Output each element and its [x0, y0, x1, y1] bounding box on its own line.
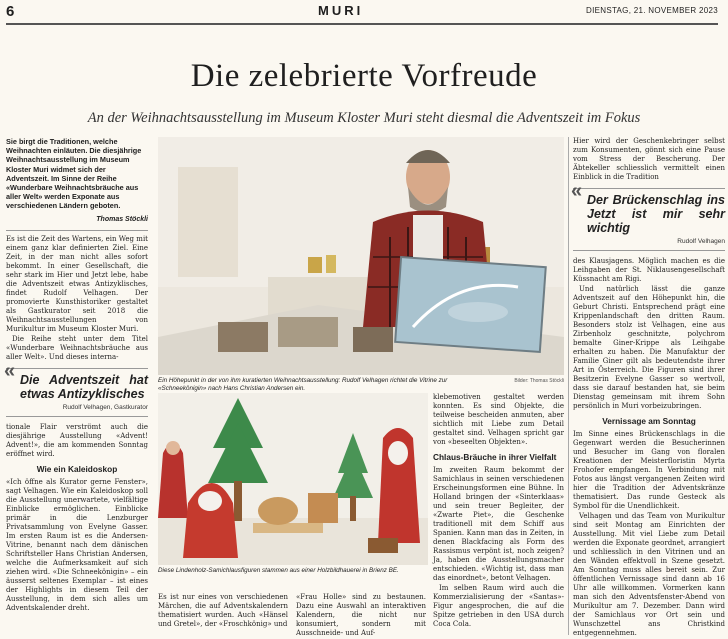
- photo-curator: [158, 137, 564, 375]
- body-paragraph: tionale Flair verströmt auch die diesjährige Ausstellung «Advent! Advent!», die am kommenden Sonntag eröffnet wird.: [6, 422, 148, 458]
- column-4: [568, 137, 725, 635]
- photo-samichlaus: [158, 393, 428, 565]
- quote-mark-icon: «: [4, 359, 16, 382]
- headline: Die zelebrierte Vorfreude: [190, 58, 538, 94]
- body-paragraph: «Frau Holle» sind zu bestaunen. Dazu eine Auswahl an interaktiven Kalendern, die nicht nur konsumiert, sondern mit Ausschneide- und Auf-: [296, 593, 426, 637]
- body-paragraph: Und natürlich lässt die ganze Adventszeit auf den Höhepunkt hin, die Geburt Christi. Entsprechend prägt eine Krippenlandschaft den dritten Raum. Besonders stolz ist Velhagen, eine aus Zirbenholz geschnitzte, polychrom bemalte Giner-Krippe als Leihgabe erhalten zu haben. Die Manufaktur der Familie Giner gilt als bedeutendste ihrer Art in Österreich. Die Figuren sind ihrer Besitzerin Evelyne Gasser so wertvoll, dass sie darauf bestanden hat, sie beim Dienstag gemeinsam mit ihrem Sohn persönlich in Muri vorbeizubringen.: [573, 285, 725, 410]
- byline-rule: [6, 230, 148, 231]
- pull-quote-2: [571, 180, 725, 251]
- body-paragraph: «Ich öffne als Kurator gerne Fenster», sagt Velhagen. Wie ein Kaleidoskop soll die Ausstellung unerwartete, vielfältige Einblicke ermöglichen. Einblicke primär in die Lenzburger Privatsammlung von Evelyne Gasser. Im ersten Raum ist es die Andersen-Vitrine, benannt nach dem dänischen Schriftsteller Hans Christian Andersen, welche die Aufmerksamkeit auf sich ziehen wird. «Die Schneekönigin» – ein äusserst seltenes Exemplar – ist eines der Highlights in diesem Teil der Ausstellung, in dem sich alles um Adventskalender dreht.: [6, 477, 148, 612]
- body-paragraph: Im selben Raum wird auch die Kommerzialisierung der «Santas»-Figur angesprochen, die auf die Spitze getrieben in den USA durch Coca Cola.: [433, 584, 564, 628]
- subhead-chlaus: Chlaus-Bräuche in ihrer Vielfalt: [433, 452, 557, 462]
- column-2-bottom: [158, 593, 288, 635]
- body-paragraph: Im zweiten Raum bekommt der Samichlaus in seinen verschiedenen Erscheinungsformen eine Bühne. In Holland bringen der «Sinterklaas» und sein treuer Begleiter, der «Zwarte Piet», die Geschenke traditionell mit dem Schiff aus Spanien. Kann man das in Zeiten, in denen Blackfacing als Form des Rassismus verpönt ist, noch zeigen? Ja, haben die Ausstellungsmacher entschieden. «Wichtig ist, dass man das einordnet», betont Velhagen.: [433, 466, 564, 582]
- lead-paragraph: Sie birgt die Traditionen, welche Weihnachten einläuten. Die diesjährige Weihnachtsausstellung im Museum Kloster Muri widmet sich der Adventszeit. Im Sinne der Reihe «Wunderbare Weihnachtsbräuche aus aller Welt» werden Exponate aus verschiedenen Ländern geboten.: [6, 137, 142, 211]
- samichlaus-figures-illustration: [158, 393, 428, 565]
- pull-quote-text: Der Brückenschlag ins Jetzt ist mir sehr wichtig: [587, 193, 725, 235]
- body-paragraph: Im Sinne eines Brückenschlags in die Gegenwart werden die Besucherinnen und Besucher im Gang von floralen Kreationen der Meisterfloristin Myrta Frohofer empfangen. In Verbindung mit Fotos aus längst vergangenen Zeiten wird hier die Tradition der Adventskränze thematisiert. Das runde Gesteck als Symbol für die Unendlichkeit.: [573, 430, 725, 510]
- author-byline: Thomas Stöckli: [96, 215, 148, 223]
- photo2-caption: Diese Lindenholz-Samichlausfiguren stammen aus einer Holzbildhauerei in Brienz BE.: [158, 567, 399, 574]
- photo1-caption: Ein Höhepunkt in der von ihm kuratierten Weihnachtsausstellung: Rudolf Velhagen richtet die Vitrine zur «Schneekönigin» nach Hans Christian Andersen ein.: [158, 377, 448, 392]
- subtitle: An der Weihnachtsausstellung im Museum Kloster Muri steht diesmal die Adventszeit im Fokus: [87, 110, 641, 126]
- pull-quote-text: Die Adventszeit hat etwas Antizyklisches: [20, 372, 148, 401]
- column-3: [433, 393, 564, 635]
- pull-quote-attribution: Rudolf Velhagen: [677, 238, 725, 245]
- page-number: 6: [6, 3, 15, 20]
- section-title: MURI: [318, 3, 364, 18]
- pull-quote-attribution: Rudolf Velhagen, Gastkurator: [62, 403, 148, 411]
- body-paragraph: Die Reihe steht unter dem Titel «Wunderbare Weihnachtsbräuche aus aller Welt». Und dieses interna-: [6, 334, 148, 361]
- curator-photo-illustration: [158, 137, 564, 375]
- body-paragraph: Velhagen und das Team von Murikultur sind seit Montag am Einrichten der Ausstellung. Mit viel Liebe zum Detail werden die Exponate geordnet, arrangiert und schliesslich in den Vitrinen und an den Wänden effektvoll in Szene gesetzt. Am Sonntag muss alles bereit sein. Zur öffentlichen Vernissage sind dann ab 16 Uhr alle willkommen. Vormerken kann man sich den Adventsfenster-Abend von Murikultur am 7. Dezember. Dann wird der Samichlaus vor Ort sein und Wunschzettel ans Christkind entgegennehmen.: [573, 512, 725, 637]
- subhead-kaleidoskop: Wie ein Kaleidoskop: [36, 463, 118, 474]
- body-paragraph: Es ist nur eines von verschiedenen Märchen, die auf Adventskalendern thematisiert wurden. Auch «Hänsel und Gretel», der «Froschkönig» und: [158, 593, 288, 628]
- body-paragraph: des Klausjagens. Möglich machen es die Leihgaben der St. Niklausengesellschaft Küssnacht am Rigi.: [573, 257, 725, 283]
- photo-credit: Bilder: Thomas Stöckli: [514, 378, 564, 384]
- column-2b-bottom: [296, 593, 426, 635]
- body-paragraph: Es ist die Zeit des Wartens, ein Weg mit einem ganz klar definierten Ziel. Eine Zeit, in der man nicht alles sofort bekommt. In einer Gesellschaft, die sehr stark im Hier und Jetzt lebe, habe die Adventszeit etwas Antizyklisches, findet Rudolf Velhagen. Der promovierte Kunsthistoriker gestaltet als Gastkurator seit 2018 die Weihnachtsausstellungen von Murikultur im Museum Kloster Muri.: [6, 234, 148, 333]
- body-paragraph: Hier wird der Geschenkebringer selbst zum Konsumenten, gönnt sich eine Pause vom Stress der Bescherung. Der Äbtekeller schliesslich vermittelt einen Einblick in die Tradition: [573, 137, 725, 181]
- column-1: [6, 137, 148, 635]
- pull-quote-1: [4, 359, 148, 417]
- subhead-vernissage: Vernissage am Sonntag: [602, 416, 696, 426]
- header-rule: [6, 23, 718, 25]
- body-paragraph: klebemotiven gestaltet werden konnten. Es sind Objekte, die teilweise bescheiden anmuten, aber sichtlich mit Liebe zum Detail gestaltet sind. Velhagen spricht gar von «beseelten Objekten».: [433, 393, 564, 446]
- issue-date: DIENSTAG, 21. NOVEMBER 2023: [586, 6, 718, 15]
- quote-mark-icon: «: [571, 180, 583, 202]
